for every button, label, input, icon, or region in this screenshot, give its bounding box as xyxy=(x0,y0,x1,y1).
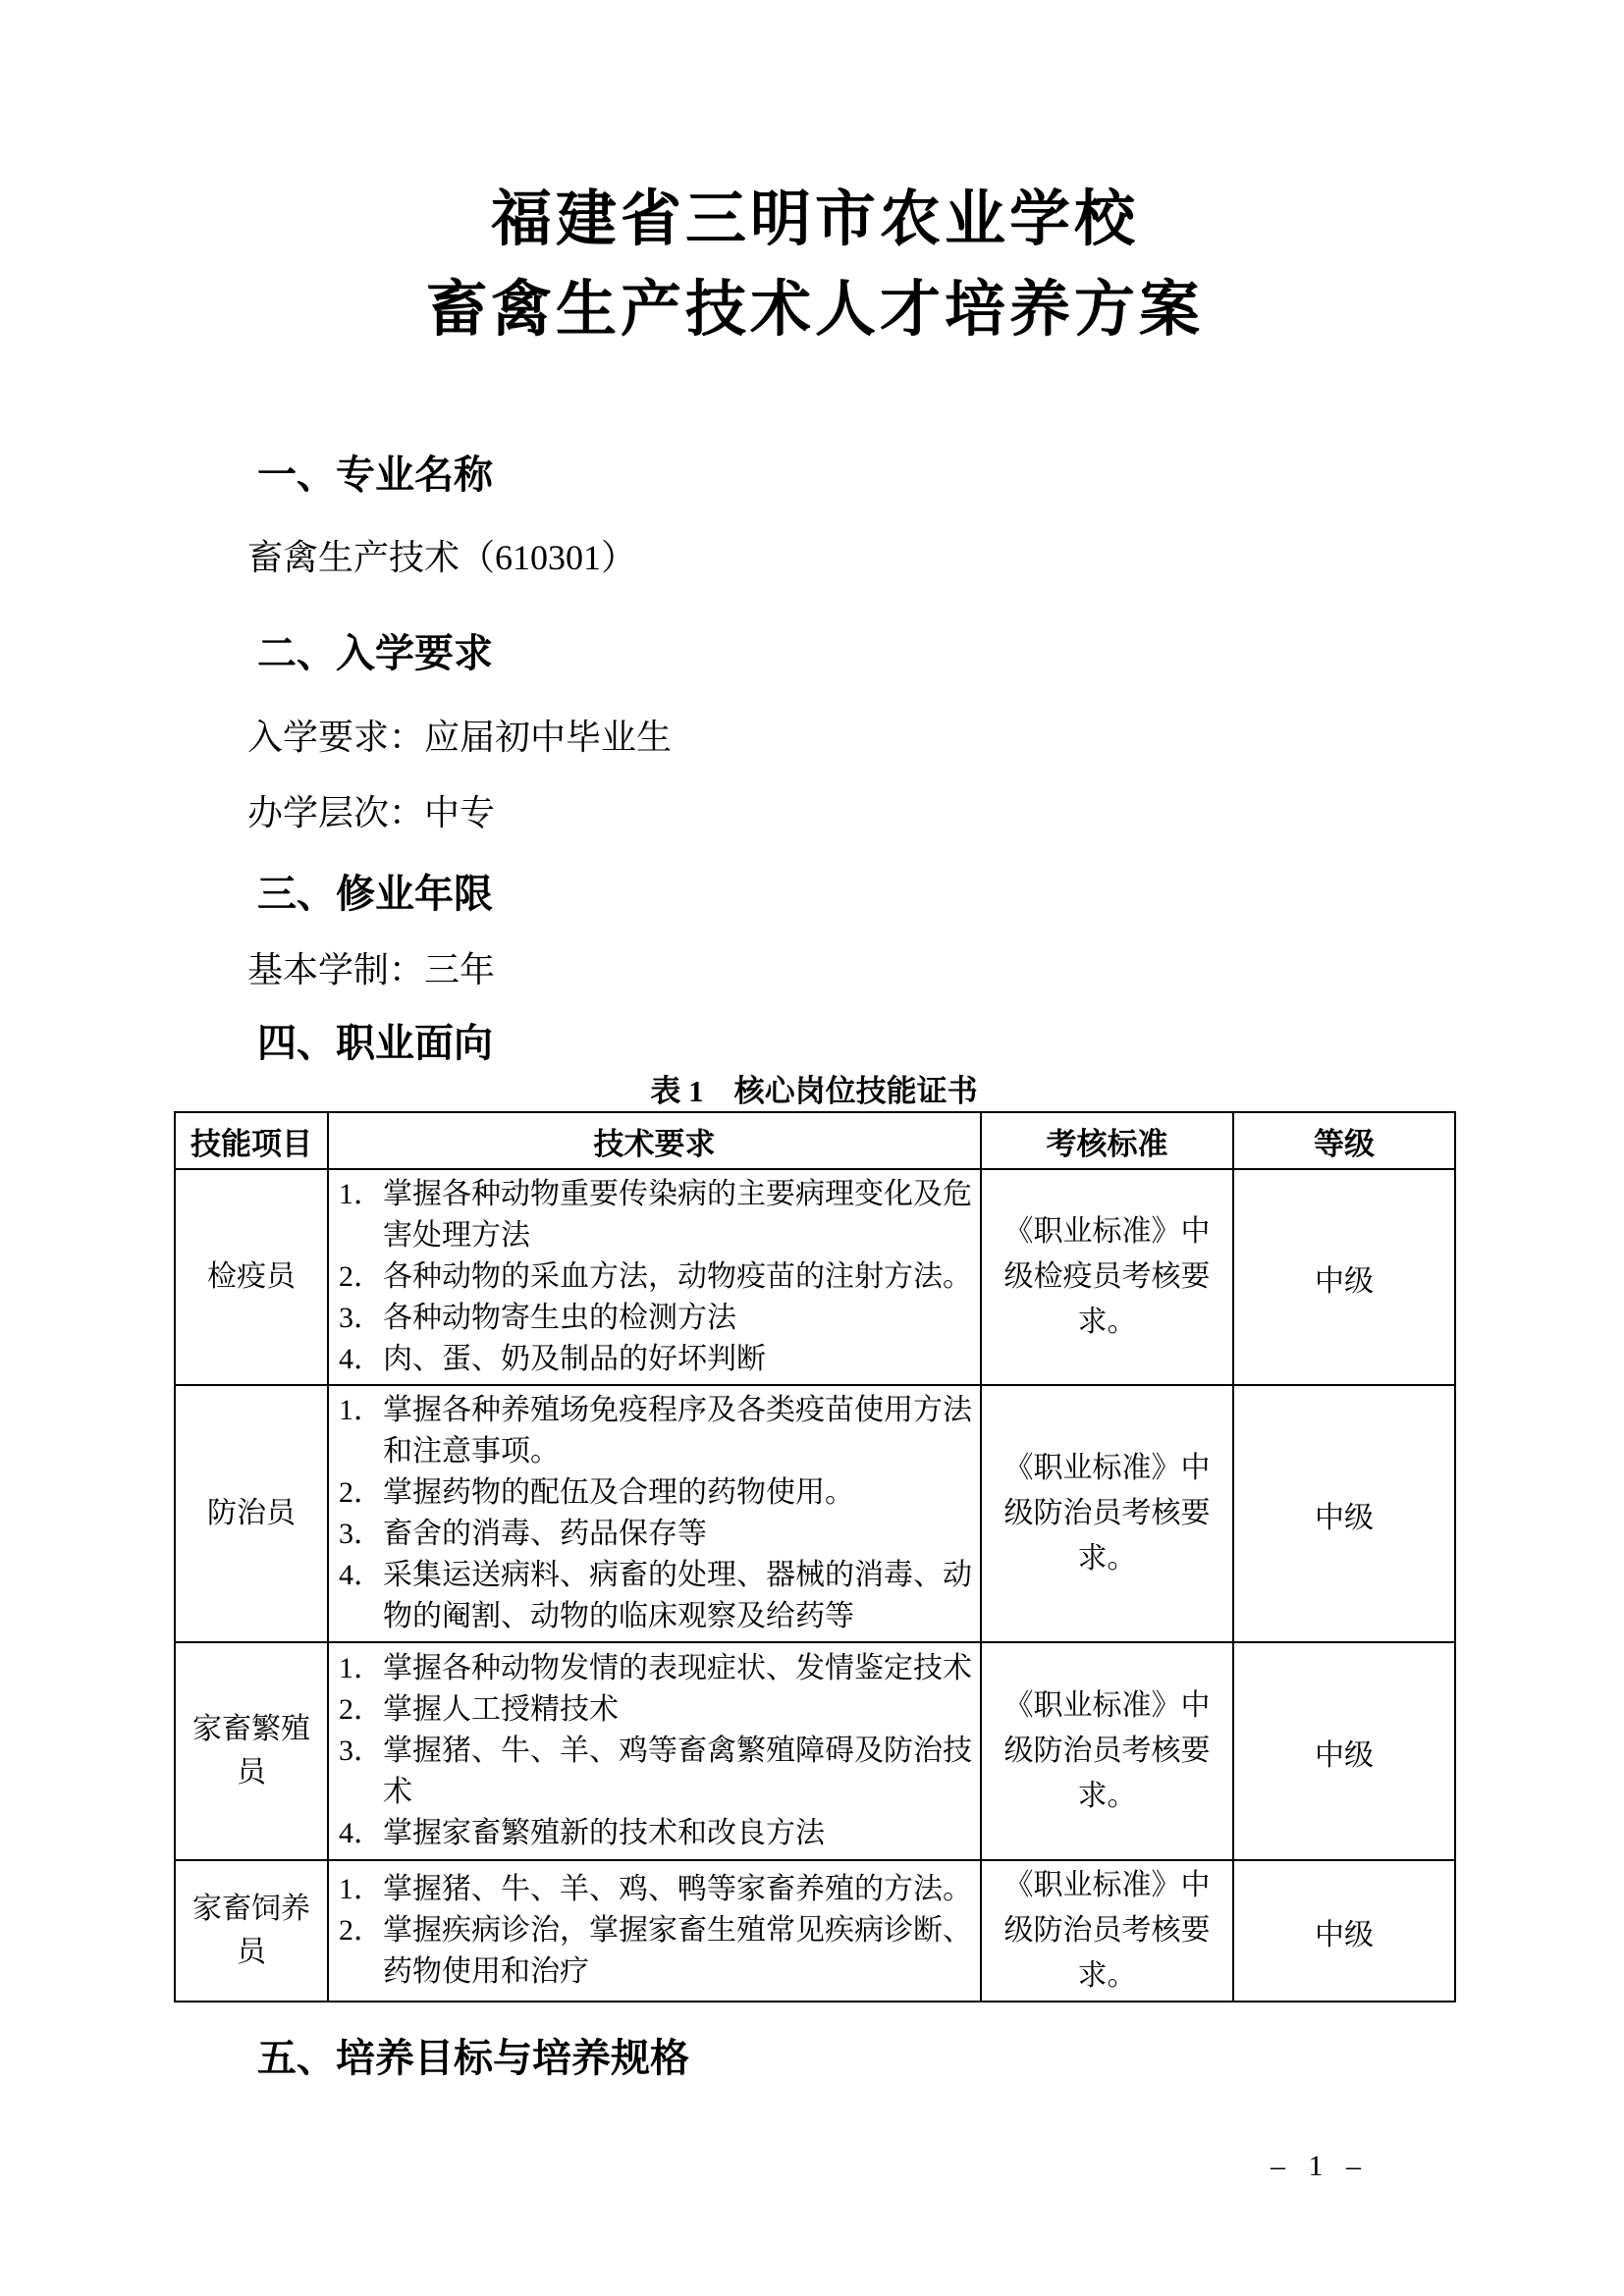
requirements-cell xyxy=(328,1169,981,1385)
assessment-standard: 《职业标准》中级防治员考核要求。 xyxy=(981,1385,1233,1642)
requirement-item: 1．掌握各种动物发情的表现症状、发情鉴定技术 xyxy=(339,1652,972,1684)
requirements-cell xyxy=(328,1642,981,1860)
assessment-standard: 《职业标准》中级防治员考核要求。 xyxy=(981,1860,1233,2002)
requirement-item: 4．肉、蛋、奶及制品的好坏判断 xyxy=(339,1343,766,1375)
column-header-assessment-standard: 考核标准 xyxy=(981,1112,1233,1169)
skill-level: 中级 xyxy=(1233,1169,1455,1385)
skill-level: 中级 xyxy=(1233,1642,1455,1860)
skill-name: 防治员 xyxy=(175,1385,328,1642)
requirements-cell xyxy=(328,1385,981,1642)
table-row xyxy=(175,1642,1455,1860)
requirement-item: 1．掌握各种动物重要传染病的主要病理变化及危害处理方法 xyxy=(339,1178,972,1252)
skill-name: 家畜繁殖员 xyxy=(175,1642,328,1860)
document-title-line-2: 畜禽生产技术人才培养方案 xyxy=(425,277,1204,344)
column-header-level: 等级 xyxy=(1233,1112,1455,1169)
requirements-cell xyxy=(328,1860,981,2002)
core-skills-certificate-table xyxy=(174,1111,1456,2002)
column-header-skill-item: 技能项目 xyxy=(175,1112,328,1169)
skill-level: 中级 xyxy=(1233,1385,1455,1642)
table-row xyxy=(175,1385,1455,1642)
section-heading-5: 五、培养目标与培养规格 xyxy=(257,2037,689,2080)
requirement-item: 4．掌握家畜繁殖新的技术和改良方法 xyxy=(339,1817,825,1849)
section-heading-2: 二、入学要求 xyxy=(257,632,493,675)
table-header-row xyxy=(175,1112,1455,1169)
requirement-item: 2．掌握人工授精技术 xyxy=(339,1693,619,1726)
assessment-standard: 《职业标准》中级检疫员考核要求。 xyxy=(981,1169,1233,1385)
skill-name: 检疫员 xyxy=(175,1169,328,1385)
requirement-item: 2．掌握疾病诊治，掌握家畜生殖常见疾病诊断、药物使用和治疗 xyxy=(339,1914,972,1988)
requirement-item: 1．掌握猪、牛、羊、鸡、鸭等家畜养殖的方法。 xyxy=(339,1873,972,1905)
requirement-item: 2．掌握药物的配伍及合理的药物使用。 xyxy=(339,1476,854,1509)
requirement-item: 4．采集运送病料、病畜的处理、器械的消毒、动物的阉割、动物的临床观察及给药等 xyxy=(339,1559,972,1632)
skill-name: 家畜饲养员 xyxy=(175,1860,328,2002)
table-caption: 表 1 核心岗位技能证书 xyxy=(650,1074,978,1108)
section-heading-1: 一、专业名称 xyxy=(257,454,493,497)
paragraph-school-system: 基本学制：三年 xyxy=(247,950,496,989)
table-row xyxy=(175,1860,1455,2002)
skill-level: 中级 xyxy=(1233,1860,1455,2002)
paragraph-education-level: 办学层次：中专 xyxy=(247,793,496,832)
requirement-item: 3．各种动物寄生虫的检测方法 xyxy=(339,1302,736,1334)
document-content xyxy=(174,0,1456,2085)
paragraph-major-name: 畜禽生产技术（610301） xyxy=(247,538,637,577)
requirement-item: 1．掌握各种养殖场免疫程序及各类疫苗使用方法和注意事项。 xyxy=(339,1394,972,1468)
requirement-item: 3．畜舍的消毒、药品保存等 xyxy=(339,1518,707,1550)
assessment-standard: 《职业标准》中级防治员考核要求。 xyxy=(981,1642,1233,1860)
section-heading-3: 三、修业年限 xyxy=(257,873,493,916)
table-row xyxy=(175,1169,1455,1385)
paragraph-admission-requirement: 入学要求：应届初中毕业生 xyxy=(247,718,673,757)
section-heading-4: 四、职业面向 xyxy=(257,1022,493,1065)
document-title-line-1: 福建省三明市农业学校 xyxy=(490,187,1139,253)
page-number: – 1 – xyxy=(1271,2150,1369,2182)
requirement-item: 2．各种动物的采血方法，动物疫苗的注射方法。 xyxy=(339,1260,972,1293)
column-header-technical-requirements: 技术要求 xyxy=(328,1112,981,1169)
requirement-item: 3．掌握猪、牛、羊、鸡等畜禽繁殖障碍及防治技术 xyxy=(339,1735,972,1808)
